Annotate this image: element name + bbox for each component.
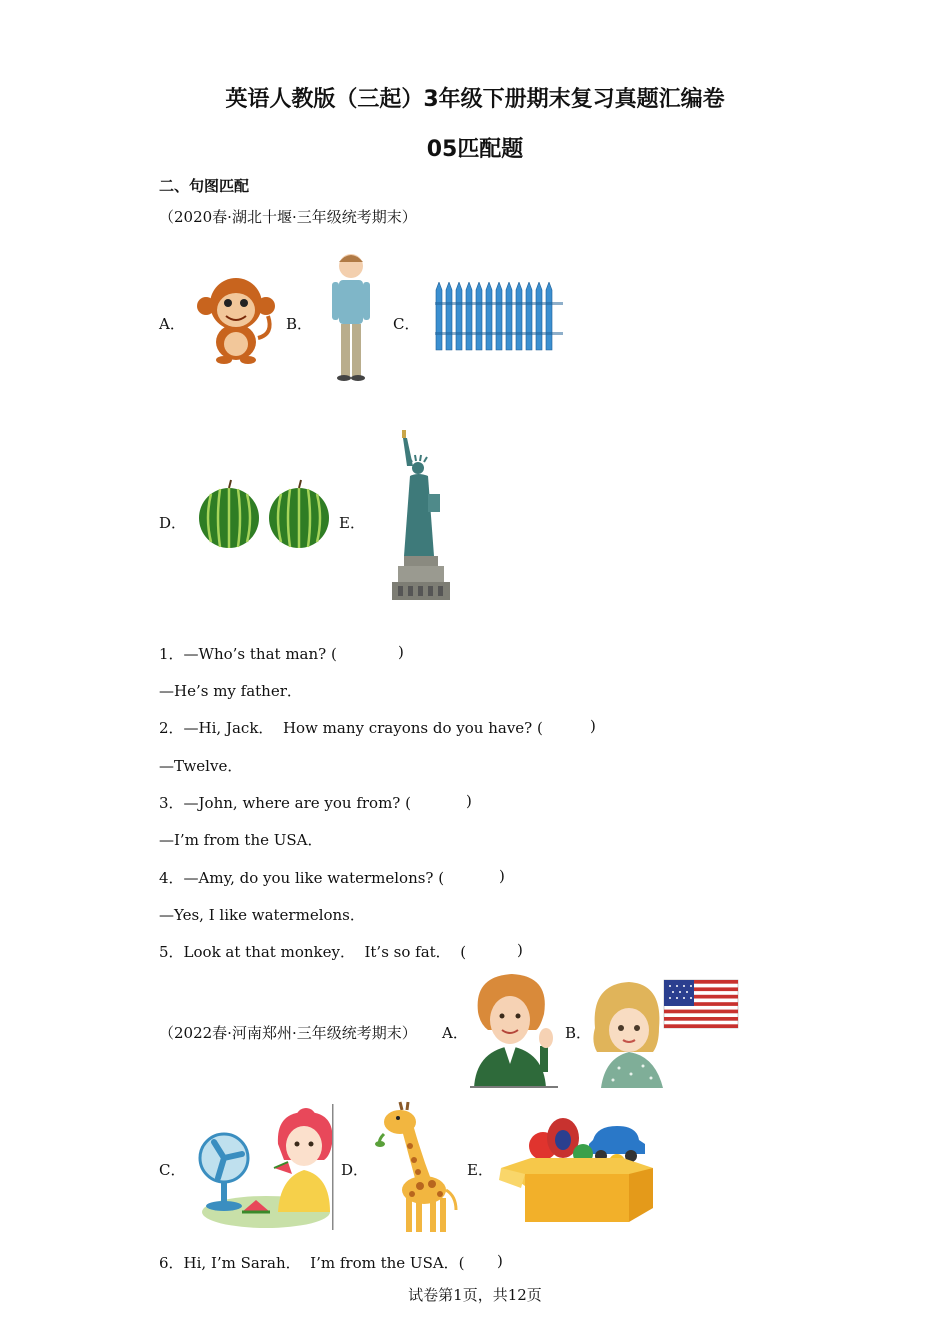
teacher-picture	[470, 972, 558, 1088]
exam2-label-e: E．	[467, 1161, 493, 1179]
question-1-text: 1．—Who’s that man? (	[159, 645, 337, 663]
girl-watermelon-fan-picture	[194, 1104, 334, 1232]
exam2-source: （2022春·河南郑州·三年级统考期末）	[159, 1024, 417, 1042]
question-2: 2．—Hi, Jack． How many crayons do you have? (	[159, 719, 543, 737]
watermelons-picture	[198, 478, 332, 550]
exam2-label-c: C．	[159, 1161, 186, 1179]
page-subtitle: 05匹配题	[426, 137, 524, 162]
question-6: 6．Hi, I’m Sarah． I’m from the USA．(	[159, 1254, 465, 1272]
page-title: 英语人教版（三起）3年级下册期末复习真题汇编卷	[225, 87, 725, 112]
answer-2: —Twelve．	[159, 757, 243, 775]
question-5: 5．Look at that monkey． It’s so fat． (	[159, 943, 467, 961]
giraffe-picture	[370, 1098, 460, 1236]
question-3: 3．—John, where are you from? (	[159, 794, 411, 812]
exam1-label-b: B．	[286, 315, 313, 333]
answer-3: —I’m from the USA．	[159, 831, 323, 849]
answer-1: —He’s my father．	[159, 682, 302, 700]
question-6-close: )	[497, 1252, 503, 1270]
exam1-label-d: D．	[159, 514, 187, 532]
question-4: 4．—Amy, do you like watermelons? (	[159, 869, 445, 887]
statue-of-liberty-picture	[390, 428, 452, 602]
exam2-label-a: A．	[442, 1024, 468, 1042]
toy-box-picture	[499, 1118, 655, 1224]
monkey-picture	[196, 276, 276, 364]
man-picture	[329, 250, 373, 382]
question-2-close: )	[590, 717, 596, 735]
us-flag-icon	[664, 980, 738, 1028]
crayons-picture	[435, 282, 563, 352]
question-5-close: )	[517, 941, 523, 959]
question-4-close: )	[499, 867, 505, 885]
section-heading: 二、句图匹配	[159, 177, 250, 195]
question-1	[159, 643, 337, 664]
exam1-label-e: E．	[339, 514, 365, 532]
answer-4: —Yes, I like watermelons．	[159, 906, 365, 924]
page-footer: 试卷第1页，共12页	[408, 1286, 542, 1304]
question-3-close: )	[466, 792, 472, 810]
exam2-label-b: B．	[565, 1024, 592, 1042]
girl-with-flag-picture	[591, 978, 739, 1088]
exam2-label-d: D．	[341, 1161, 369, 1179]
exam1-source: （2020春·湖北十堰·三年级统考期末）	[159, 208, 417, 226]
exam1-label-c: C．	[393, 315, 420, 333]
question-1-close: )	[398, 643, 404, 661]
exam1-label-a: A．	[159, 315, 185, 333]
